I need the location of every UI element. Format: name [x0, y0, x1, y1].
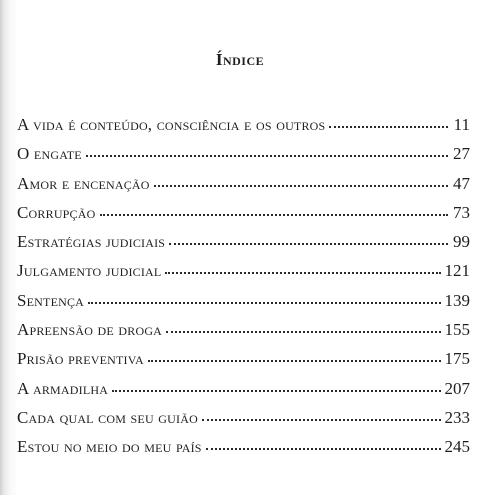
- toc-entry: [17, 261, 470, 290]
- dot-leader: [100, 214, 449, 216]
- toc-entry: [17, 115, 470, 144]
- toc-entry-title: Sentença: [17, 290, 85, 310]
- toc-entry-title: A vida é conteúdo, consciência e os outros: [17, 115, 326, 134]
- toc-entry: [17, 349, 470, 378]
- dot-leader: [202, 419, 441, 421]
- toc-entry-title: O engate: [17, 144, 82, 164]
- dot-leader: [148, 360, 441, 362]
- dot-leader: [169, 243, 448, 245]
- table-of-contents: [17, 115, 470, 467]
- toc-entry-title: Cada qual com seu guião: [17, 407, 198, 427]
- toc-entry-page: 121: [444, 261, 470, 281]
- toc-entry-title: Apreensão de droga: [17, 320, 163, 340]
- toc-entry-page: 175: [444, 349, 470, 369]
- toc-entry-page: 245: [444, 437, 470, 457]
- toc-entry-page: 207: [444, 378, 470, 398]
- toc-entry-title: Estou no meio do meu país: [17, 437, 202, 457]
- toc-entry-title: Corrupção: [17, 202, 96, 222]
- toc-entry-title: A armadilha: [17, 378, 109, 398]
- toc-entry-page: 99: [453, 232, 470, 252]
- toc-entry-title: Prisão preventiva: [17, 349, 144, 369]
- toc-entry: [17, 437, 470, 466]
- dot-leader: [206, 448, 441, 450]
- toc-entry: [17, 291, 470, 320]
- dot-leader: [86, 155, 448, 157]
- toc-entry-page: 27: [453, 144, 470, 164]
- toc-entry: [17, 379, 470, 408]
- dot-leader: [165, 272, 440, 274]
- toc-entry-page: 139: [444, 290, 470, 310]
- toc-entry: [17, 203, 470, 232]
- dot-leader: [112, 390, 440, 392]
- toc-entry-title: Amor e encenação: [17, 173, 150, 193]
- dot-leader: [166, 331, 440, 333]
- toc-entry: [17, 320, 470, 349]
- toc-entry: [17, 174, 470, 203]
- toc-entry-page: 233: [444, 407, 470, 427]
- toc-entry-page: 155: [444, 320, 470, 340]
- toc-entry-title: Julgamento judicial: [17, 261, 162, 281]
- toc-entry: [17, 144, 470, 173]
- toc-entry: [17, 232, 470, 261]
- toc-entry-title: Estratégias judiciais: [17, 232, 166, 252]
- dot-leader: [88, 302, 440, 304]
- dot-leader: [329, 126, 448, 128]
- toc-entry-page: 11: [453, 115, 470, 134]
- toc-entry-page: 73: [453, 202, 470, 222]
- dot-leader: [154, 185, 448, 187]
- index-heading: Índice: [215, 50, 265, 69]
- toc-entry: [17, 408, 470, 437]
- toc-entry-page: 47: [453, 173, 470, 193]
